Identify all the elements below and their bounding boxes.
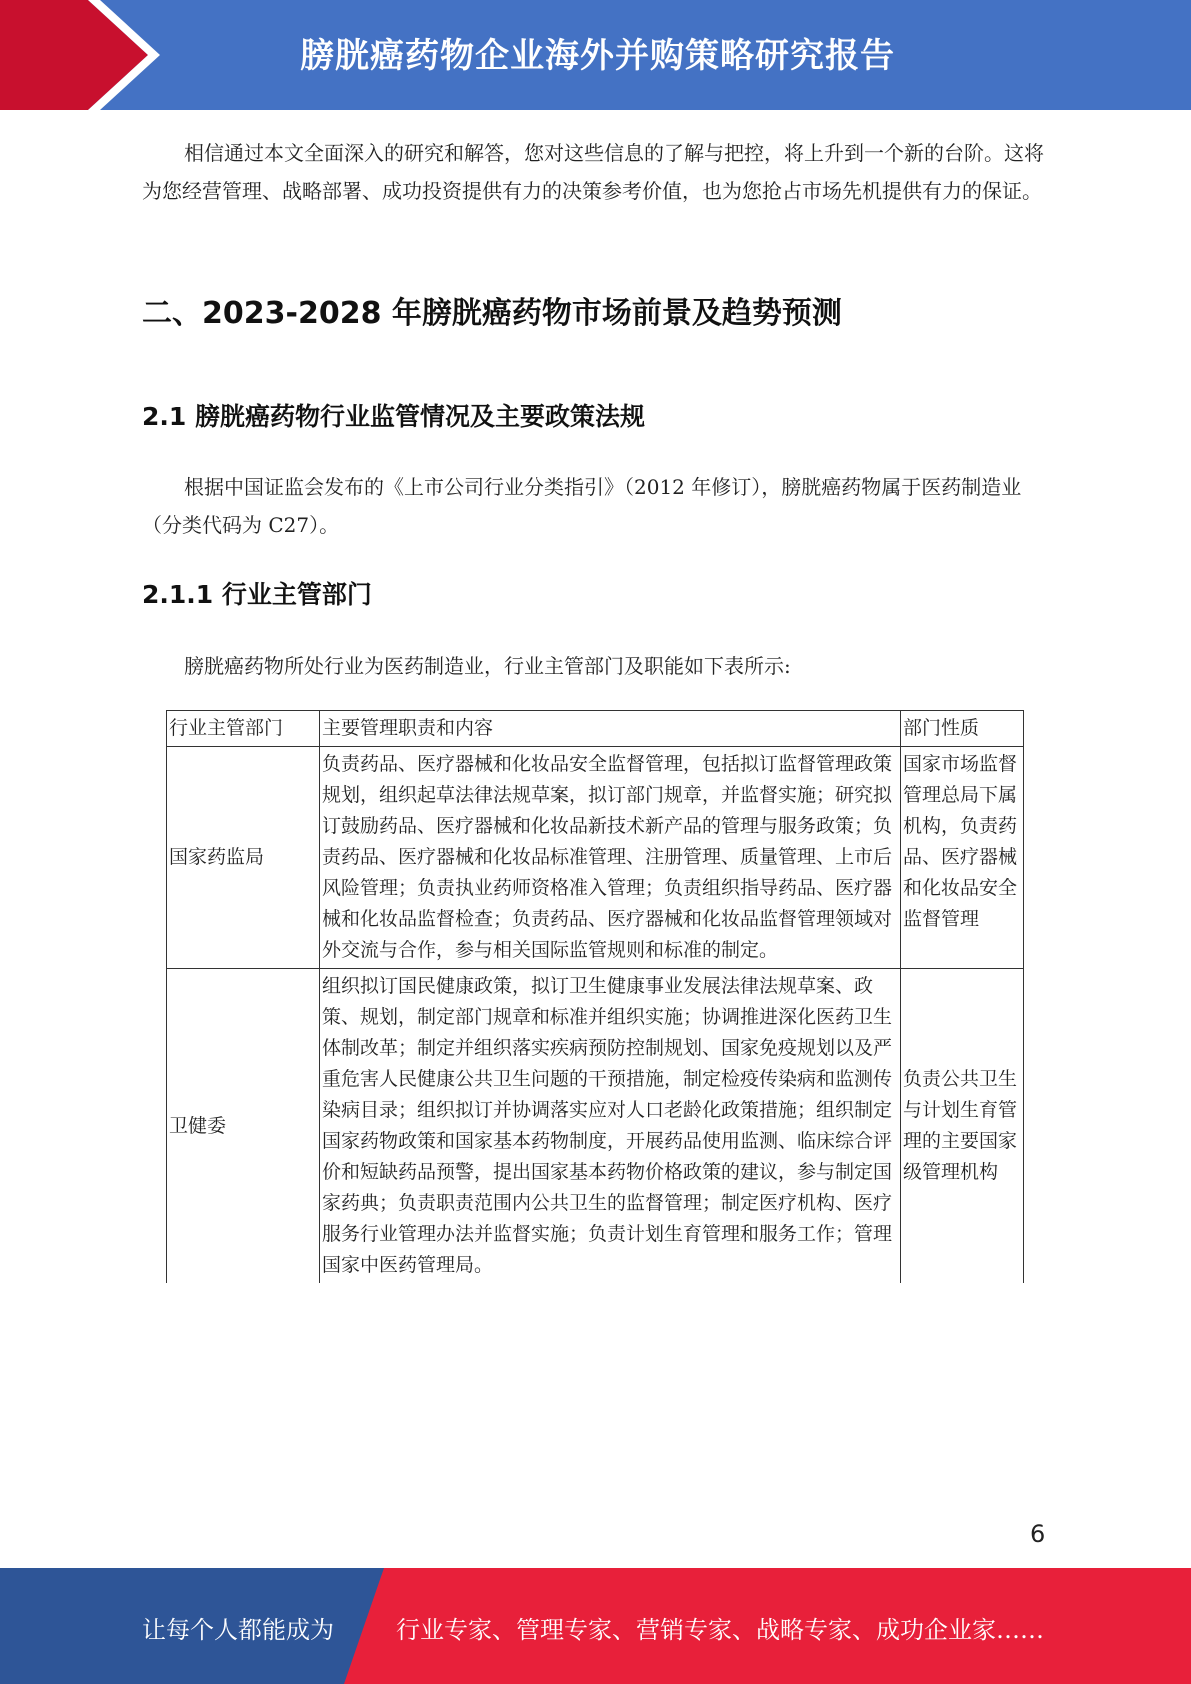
- footer-slogan-right: 行业专家、管理专家、营销专家、战略专家、成功企业家……: [396, 1616, 1044, 1644]
- table-header-cell: 行业主管部门: [167, 711, 320, 747]
- subsection-title: 2.1 膀胱癌药物行业监管情况及主要政策法规: [142, 402, 645, 431]
- table-row: [167, 969, 1024, 1284]
- subsection-paragraph: 根据中国证监会发布的《上市公司行业分类指引》（2012 年修订），膀胱癌药物属于医药制造业（分类代码为 C27）。: [142, 475, 1022, 537]
- page-footer: [0, 1568, 1191, 1684]
- header-red-chevron: [0, 0, 148, 110]
- table-row: [167, 747, 1024, 969]
- page-number: 6: [1030, 1520, 1046, 1548]
- report-title: 膀胱癌药物企业海外并购策略研究报告: [300, 36, 895, 76]
- table-header-cell: 部门性质: [901, 711, 1024, 747]
- table-header-cell: 主要管理职责和内容: [320, 711, 901, 747]
- section-title: 二、2023-2028 年膀胱癌药物市场前景及趋势预测: [142, 296, 842, 331]
- page-header: [0, 0, 1191, 110]
- table-cell-dept: 卫健委: [167, 969, 320, 1284]
- intro-paragraph: 相信通过本文全面深入的研究和解答，您对这些信息的了解与把控，将上升到一个新的台阶。这将为您经营管理、战略部署、成功投资提供有力的决策参考价值，也为您抢占市场先机提供有力的保证。: [142, 141, 1044, 203]
- table-cell-nature: 负责公共卫生与计划生育管理的主要国家级管理机构: [901, 969, 1024, 1284]
- table-cell-nature: 国家市场监督管理总局下属机构，负责药品、医疗器械和化妆品安全监督管理: [901, 747, 1024, 969]
- department-table: [166, 710, 1024, 1283]
- subsubsection-title: 2.1.1 行业主管部门: [142, 580, 372, 609]
- table-cell-duty: 组织拟订国民健康政策，拟订卫生健康事业发展法律法规草案、政策、规划，制定部门规章和标准并组织实施；协调推进深化医药卫生体制改革；制定并组织落实疾病预防控制规划、国家免疫规划以及严重危害人民健康公共卫生问题的干预措施，制定检疫传染病和监测传染病目录；组织拟订并协调落实应对人口老龄化政策措施；组织制定国家药物政策和国家基本药物制度，开展药品使用监测、临床综合评价和短缺药品预警，提出国家基本药物价格政策的建议，参与制定国家药典；负责职责范围内公共卫生的监督管理；制定医疗机构、医疗服务行业管理办法并监督实施；负责计划生育管理和服务工作；管理国家中医药管理局。: [320, 969, 901, 1284]
- table-intro-paragraph: 膀胱癌药物所处行业为医药制造业，行业主管部门及职能如下表所示:: [184, 654, 791, 678]
- footer-slogan-left: 让每个人都能成为: [142, 1616, 334, 1644]
- table-cell-dept: 国家药监局: [167, 747, 320, 969]
- table-cell-duty: 负责药品、医疗器械和化妆品安全监督管理，包括拟订监督管理政策规划，组织起草法律法规草案，拟订部门规章，并监督实施；研究拟订鼓励药品、医疗器械和化妆品新技术新产品的管理与服务政策；负责药品、医疗器械和化妆品标准管理、注册管理、质量管理、上市后风险管理；负责执业药师资格准入管理；负责组织指导药品、医疗器械和化妆品监督检查；负责药品、医疗器械和化妆品监督管理领域对外交流与合作，参与相关国际监管规则和标准的制定。: [320, 747, 901, 969]
- table-header-row: [167, 711, 1024, 747]
